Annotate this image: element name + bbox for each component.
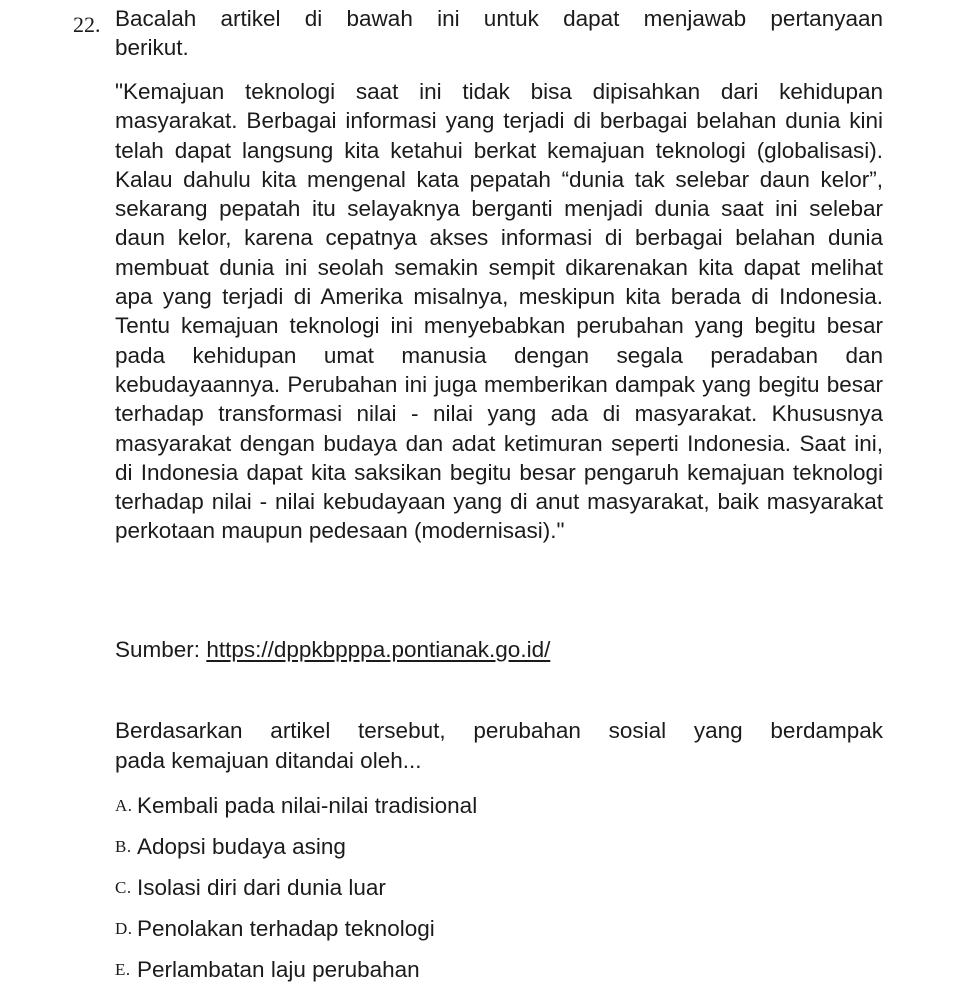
option-d[interactable]: [115, 908, 477, 949]
article-source: [115, 635, 550, 664]
option-text: Adopsi budaya asing: [137, 833, 346, 859]
option-letter: D.: [115, 918, 133, 938]
option-letter: B.: [115, 836, 132, 856]
option-a[interactable]: [115, 785, 477, 826]
question-text: [115, 716, 883, 775]
source-link[interactable]: https://dppkbpppa.pontianak.go.id/: [206, 637, 551, 662]
option-letter: A.: [115, 795, 133, 815]
option-c[interactable]: [115, 867, 477, 908]
option-text: Isolasi diri dari dunia luar: [137, 874, 386, 900]
question-number: 22.: [73, 12, 101, 37]
option-e[interactable]: [115, 949, 477, 990]
question-line-1: Berdasarkan artikel tersebut, perubahan sosial yang berdampak: [115, 718, 883, 743]
option-text: Kembali pada nilai-nilai tradisional: [137, 792, 478, 818]
article-text: "Kemajuan teknologi saat ini tidak bisa dipisahkan dari kehidupan masyarakat. Berbagai informasi yang terjadi di berbagai belahan dunia kini telah dapat langsung kita ketahui berkat kemajuan teknologi (globalisasi). Kalau dahulu kita mengenal kata pepatah “dunia tak selebar daun kelor”, sekarang pepatah itu selayaknya berganti menjadi dunia saat ini selebar daun kelor, karena cepatnya akses informasi di berbagai belahan dunia membuat dunia ini seolah semakin sempit dikarenakan kita dapat melihat apa yang terjadi di Amerika misalnya, meskipun kita berada di Indonesia. Tentu kemajuan teknologi ini menyebabkan perubahan yang begitu besar pada kehidupan umat manusia dengan segala peradaban dan kebudayaannya. Perubahan ini juga memberikan dampak yang begitu besar terhadap transformasi nilai - nilai yang ada di masyarakat. Khususnya masyarakat dengan budaya dan adat ketimuran seperti Indonesia. Saat ini, di Indonesia dapat kita saksikan begitu besar pengaruh kemajuan teknologi terhadap nilai - nilai kebudayaan yang di anut masyarakat, baik masyarakat perkotaan maupun pedesaan (modernisasi).": [115, 79, 883, 544]
instruction-line-2: berikut.: [115, 35, 189, 60]
question-instruction: [115, 4, 883, 62]
option-text: Perlambatan laju perubahan: [137, 956, 420, 982]
source-label: Sumber:: [115, 637, 201, 662]
option-letter: E.: [115, 959, 131, 979]
option-text: Penolakan terhadap teknologi: [137, 915, 435, 941]
instruction-line-1: Bacalah artikel di bawah ini untuk dapat menjawab pertanyaan: [115, 6, 883, 31]
option-b[interactable]: [115, 826, 477, 867]
option-letter: C.: [115, 877, 132, 897]
answer-options: [115, 785, 477, 990]
question-line-2: pada kemajuan ditandai oleh...: [115, 747, 422, 773]
